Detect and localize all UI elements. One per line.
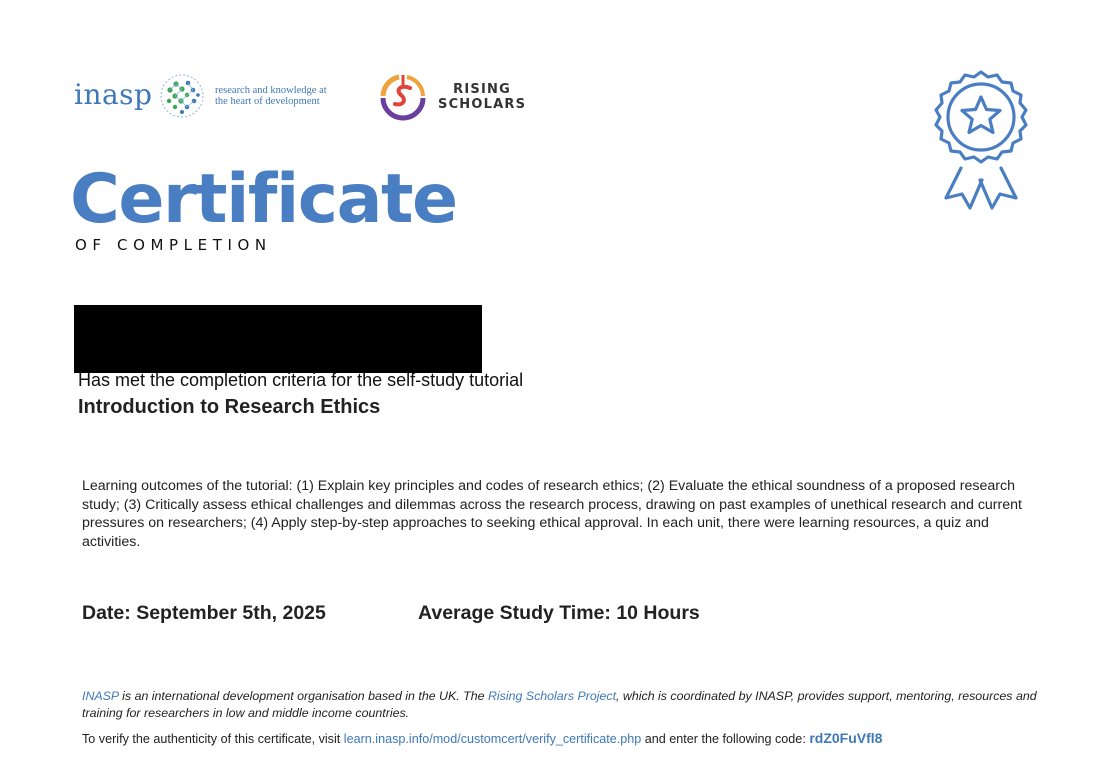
award-ribbon-star-icon [922, 68, 1040, 214]
completion-statement: Has met the completion criteria for the self-study tutorial [78, 370, 524, 390]
rising-scholars-wordmark [438, 82, 526, 112]
rising-scholars-line2: SCHOLARS [438, 97, 527, 112]
average-study-time [418, 602, 700, 625]
verification-line [82, 730, 882, 746]
about-inasp-paragraph [82, 688, 1042, 722]
inasp-tagline-line1: research and knowledge at [215, 85, 327, 96]
course-name: Introduction to Research Ethics [78, 396, 381, 418]
inasp-tagline-line2: the heart of development [215, 96, 320, 107]
inasp-wordmark: inasp [74, 78, 153, 111]
certificate-subtitle: OF COMPLETION [75, 236, 272, 254]
inasp-tagline [215, 85, 327, 107]
completion-date [82, 602, 326, 625]
inasp-globe-logo-icon [158, 72, 206, 120]
verify-text-2: and enter the following code: [641, 732, 810, 746]
verify-url-link[interactable]: learn.inasp.info/mod/customcert/verify_certificate.php [343, 732, 642, 746]
about-text-2: , which is coordinated by INASP, provides support, mentoring, resources and training for researchers in low and middle income countries. [82, 689, 1037, 720]
rising-scholars-logo-icon [377, 72, 429, 122]
date-label: Date: [82, 602, 131, 624]
redacted-recipient-name [74, 305, 482, 373]
study-time-value: 10 Hours [616, 602, 700, 624]
rising-scholars-line1: RISING [453, 82, 511, 97]
certificate-title: Certificate [70, 160, 457, 239]
rising-scholars-project-link[interactable]: Rising Scholars Project [487, 689, 617, 703]
verification-code: rdZ0FuVfl8 [809, 730, 883, 746]
about-text-1: is an international development organisation based in the UK. The [118, 689, 488, 703]
inasp-link[interactable]: INASP [82, 689, 119, 703]
study-time-label: Average Study Time: [418, 602, 611, 624]
date-value: September 5th, 2025 [136, 602, 326, 624]
verify-text-1: To verify the authenticity of this certificate, visit [82, 732, 344, 746]
learning-outcomes: Learning outcomes of the tutorial: (1) Explain key principles and codes of research ethics; (2) Evaluate the ethical soundness of a proposed research study; (3) Critically assess ethical challenges and dilemmas across the research process, drawing on past examples of unethical research and current pressures on researchers; (4) Apply step-by-step approaches to seeking ethical approval. In each unit, there were learning resources, a quiz and activities. [82, 478, 1022, 550]
